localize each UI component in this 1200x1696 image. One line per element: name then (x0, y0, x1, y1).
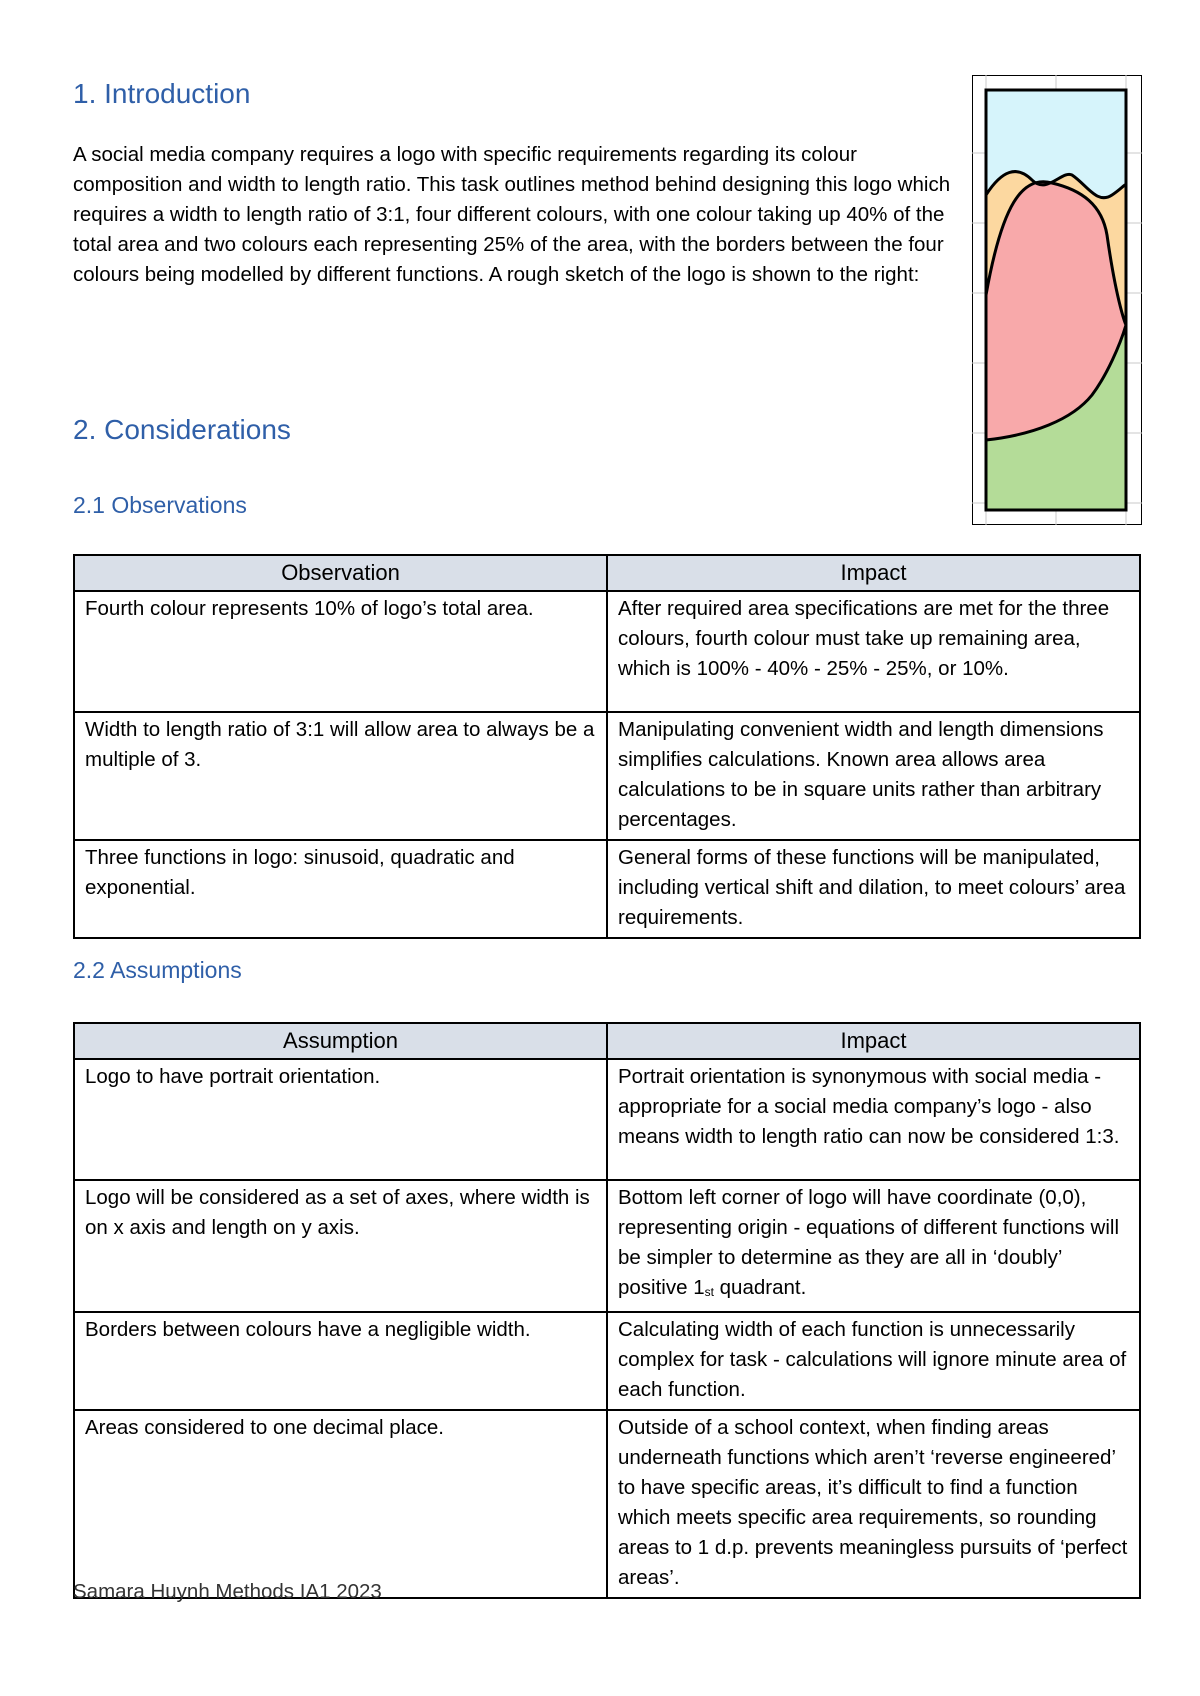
table-row (74, 712, 1140, 840)
table-cell: Logo will be considered as a set of axes, where width is on x axis and length on y axis. (74, 1180, 607, 1312)
table-row (74, 591, 1140, 712)
table-cell: Manipulating convenient width and length dimensions simplifies calculations. Known area allows area calculations to be in square units rather than arbitrary percentages. (607, 712, 1140, 840)
table-row (74, 1312, 1140, 1410)
considerations-heading: 2. Considerations (73, 414, 291, 445)
observation-column-header: Observation (74, 555, 607, 591)
table-row (74, 840, 1140, 938)
table-cell: Fourth colour represents 10% of logo’s total area. (74, 591, 607, 712)
table-cell: Borders between colours have a negligible width. (74, 1312, 607, 1410)
introduction-heading: 1. Introduction (73, 78, 251, 109)
cell-text: Bottom left corner of logo will have coordinate (0,0), representing origin - equations of different functions will be simpler to determine as they are all in ‘doubly’ positive 1 (618, 1186, 1120, 1299)
table-cell: After required area specifications are met for the three colours, fourth colour must take up remaining area, which is 100% - 40% - 25% - 25%, or 10%. (607, 591, 1140, 712)
assumptions-heading: 2.2 Assumptions (73, 957, 242, 983)
table-row (74, 1059, 1140, 1180)
footer: Samara Huynh Methods IA1 2023 (73, 1580, 382, 1603)
impact-column-header: Impact (607, 555, 1140, 591)
table-row (74, 1410, 1140, 1598)
table-header-row (74, 555, 1140, 591)
table-cell: Logo to have portrait orientation. (74, 1059, 607, 1180)
table-cell: Areas considered to one decimal place. (74, 1410, 607, 1598)
table-cell: Portrait orientation is synonymous with social media - appropriate for a social media company’s logo - also means width to length ratio can now be considered 1:3. (607, 1059, 1140, 1180)
introduction-paragraph: A social media company requires a logo with specific requirements regarding its colour composition and width to length ratio. This task outlines method behind designing this logo which requires a width to length ratio of 3:1, four different colours, with one colour taking up 40% of the total area and two colours each representing 25% of the area, with the borders between the four colours being modelled by different functions. A rough sketch of the logo is shown to the right: (73, 143, 951, 286)
table-cell: Calculating width of each function is unnecessarily complex for task - calculations will ignore minute area of each function. (607, 1312, 1140, 1410)
superscript: st (704, 1285, 714, 1299)
assumptions-table (73, 1022, 1141, 1599)
table-cell: Outside of a school context, when finding areas underneath functions which aren’t ‘reverse engineered’ to have specific areas, it’s difficult to find a function which meets specific area requirements, so rounding areas to 1 d.p. prevents meaningless pursuits of ‘perfect areas’. (607, 1410, 1140, 1598)
cell-text: quadrant. (713, 1276, 807, 1299)
table-cell: Width to length ratio of 3:1 will allow area to always be a multiple of 3. (74, 712, 607, 840)
table-row (74, 1180, 1140, 1312)
table-cell: General forms of these functions will be manipulated, including vertical shift and dilation, to meet colours’ area requirements. (607, 840, 1140, 938)
assumption-column-header: Assumption (74, 1023, 607, 1059)
observations-table (73, 554, 1141, 939)
table-header-row (74, 1023, 1140, 1059)
table-cell (607, 1180, 1140, 1312)
table-cell: Three functions in logo: sinusoid, quadratic and exponential. (74, 840, 607, 938)
observations-heading: 2.1 Observations (73, 492, 247, 518)
logo-sketch (972, 75, 1142, 525)
impact-column-header: Impact (607, 1023, 1140, 1059)
